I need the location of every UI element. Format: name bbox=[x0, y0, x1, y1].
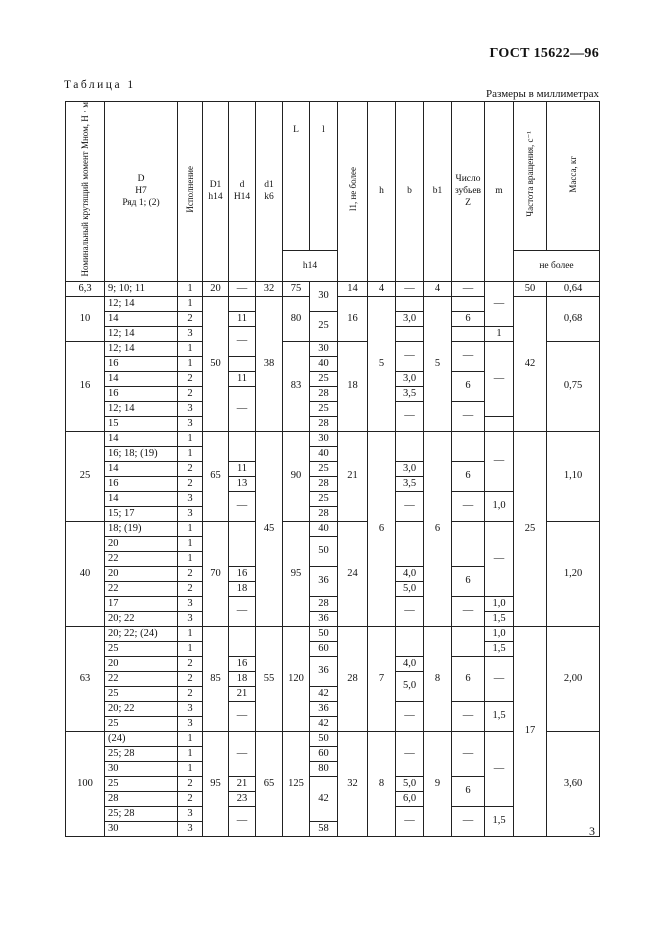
cell-L: 75 bbox=[283, 281, 310, 296]
cell-d bbox=[229, 521, 256, 566]
cell-l1: 16 bbox=[338, 296, 368, 341]
cell-D1: 85 bbox=[203, 626, 229, 731]
cell-D: 25 bbox=[105, 641, 178, 656]
cell-m: 1,0 bbox=[485, 491, 514, 521]
cell-m: 1,0 bbox=[485, 596, 514, 611]
cell-l: 60 bbox=[310, 746, 338, 761]
cell-D: 28 bbox=[105, 791, 178, 806]
col-b: b bbox=[396, 102, 424, 282]
col-d1: d1 k6 bbox=[256, 102, 283, 282]
cell-b: — bbox=[396, 281, 424, 296]
cell-isp: 2 bbox=[178, 656, 203, 671]
cell-d: — bbox=[229, 326, 256, 356]
col-isp: Исполнение bbox=[178, 102, 203, 282]
table-label: Таблица 1 bbox=[64, 79, 136, 91]
cell-l: 42 bbox=[310, 686, 338, 701]
cell-m bbox=[485, 416, 514, 431]
cell-b: — bbox=[396, 341, 424, 371]
cell-D: 20 bbox=[105, 536, 178, 551]
col-b1: b1 bbox=[424, 102, 452, 282]
cell-isp: 3 bbox=[178, 821, 203, 836]
cell-isp: 1 bbox=[178, 341, 203, 356]
cell-m: — bbox=[485, 731, 514, 806]
cell-m: 1,5 bbox=[485, 806, 514, 836]
cell-b bbox=[396, 521, 424, 566]
cell-D: 14 bbox=[105, 461, 178, 476]
cell-D: 12; 14 bbox=[105, 296, 178, 311]
cell-b1: 9 bbox=[424, 731, 452, 836]
col-mnom: Номинальный крутящий момент Mном, Н · м bbox=[66, 102, 105, 282]
cell-d: 23 bbox=[229, 791, 256, 806]
cell-isp: 3 bbox=[178, 806, 203, 821]
cell-l: 40 bbox=[310, 521, 338, 536]
cell-z: — bbox=[452, 701, 485, 731]
cell-z: — bbox=[452, 281, 485, 296]
cell-mass: 0,75 bbox=[547, 341, 600, 431]
cell-mass: 1,10 bbox=[547, 431, 600, 521]
cell-h: 8 bbox=[368, 731, 396, 836]
cell-z: — bbox=[452, 491, 485, 521]
cell-mass: 1,20 bbox=[547, 521, 600, 626]
cell-D: 17 bbox=[105, 596, 178, 611]
cell-l: 42 bbox=[310, 776, 338, 821]
cell-isp: 2 bbox=[178, 476, 203, 491]
col-m: m bbox=[485, 102, 514, 282]
cell-b bbox=[396, 326, 424, 341]
cell-m: 1,5 bbox=[485, 701, 514, 731]
cell-l: 28 bbox=[310, 596, 338, 611]
cell-D1: 20 bbox=[203, 281, 229, 296]
cell-m: 1,5 bbox=[485, 611, 514, 626]
cell-mass: 0,64 bbox=[547, 281, 600, 296]
cell-isp: 1 bbox=[178, 731, 203, 746]
cell-mnom: 100 bbox=[66, 731, 105, 836]
cell-L: 83 bbox=[283, 341, 310, 431]
cell-D: 12; 14 bbox=[105, 401, 178, 416]
cell-d: — bbox=[229, 281, 256, 296]
cell-b: — bbox=[396, 596, 424, 626]
cell-b bbox=[396, 431, 424, 461]
col-h: h bbox=[368, 102, 396, 282]
cell-D: 22 bbox=[105, 581, 178, 596]
cell-m: — bbox=[485, 341, 514, 416]
col-l1: l1, не более bbox=[338, 102, 368, 282]
cell-D: 16; 18; (19) bbox=[105, 446, 178, 461]
cell-l1: 28 bbox=[338, 626, 368, 731]
cell-l1: 21 bbox=[338, 431, 368, 521]
cell-m: 1,0 bbox=[485, 626, 514, 641]
cell-l1: 32 bbox=[338, 731, 368, 836]
cell-l: 40 bbox=[310, 446, 338, 461]
col-d: d H14 bbox=[229, 102, 256, 282]
cell-d1: 65 bbox=[256, 731, 283, 836]
cell-l: 25 bbox=[310, 491, 338, 506]
cell-d: 18 bbox=[229, 671, 256, 686]
dimensions-table bbox=[65, 101, 600, 837]
cell-D1: 70 bbox=[203, 521, 229, 626]
cell-d1: 45 bbox=[256, 431, 283, 626]
cell-D1: 50 bbox=[203, 296, 229, 431]
cell-mass: 2,00 bbox=[547, 626, 600, 731]
cell-D1: 95 bbox=[203, 731, 229, 836]
cell-l: 60 bbox=[310, 641, 338, 656]
cell-z: — bbox=[452, 401, 485, 431]
cell-D: 25; 28 bbox=[105, 746, 178, 761]
cell-D: 25 bbox=[105, 686, 178, 701]
cell-l: 58 bbox=[310, 821, 338, 836]
cell-isp: 2 bbox=[178, 386, 203, 401]
cell-D: 15 bbox=[105, 416, 178, 431]
cell-d: 21 bbox=[229, 686, 256, 701]
cell-b bbox=[396, 626, 424, 656]
cell-d1: 32 bbox=[256, 281, 283, 296]
cell-d bbox=[229, 626, 256, 656]
table-row bbox=[66, 431, 600, 446]
cell-d bbox=[229, 356, 256, 371]
cell-d: — bbox=[229, 731, 256, 776]
cell-z bbox=[452, 431, 485, 461]
cell-l: 36 bbox=[310, 701, 338, 716]
cell-l: 30 bbox=[310, 341, 338, 356]
cell-d bbox=[229, 431, 256, 461]
cell-D: 14 bbox=[105, 371, 178, 386]
cell-freq: 25 bbox=[514, 431, 547, 626]
cell-l: 42 bbox=[310, 716, 338, 731]
cell-b: 5,0 bbox=[396, 581, 424, 596]
cell-isp: 2 bbox=[178, 461, 203, 476]
cell-b: — bbox=[396, 806, 424, 836]
cell-D: 30 bbox=[105, 761, 178, 776]
cell-D: 9; 10; 11 bbox=[105, 281, 178, 296]
cell-isp: 2 bbox=[178, 776, 203, 791]
cell-b: 3,5 bbox=[396, 386, 424, 401]
cell-m: — bbox=[485, 281, 514, 326]
cell-b: — bbox=[396, 491, 424, 521]
cell-z bbox=[452, 521, 485, 566]
cell-L: 90 bbox=[283, 431, 310, 521]
col-z: Число зубьев Z bbox=[452, 102, 485, 282]
cell-l: 36 bbox=[310, 611, 338, 626]
cell-m: — bbox=[485, 656, 514, 701]
cell-h: 7 bbox=[368, 626, 396, 731]
cell-L: 95 bbox=[283, 521, 310, 626]
cell-mnom: 63 bbox=[66, 626, 105, 731]
cell-z: 6 bbox=[452, 311, 485, 326]
cell-z bbox=[452, 626, 485, 656]
cell-d: 18 bbox=[229, 581, 256, 596]
cell-b: 3,0 bbox=[396, 311, 424, 326]
cell-l: 25 bbox=[310, 461, 338, 476]
cell-d: — bbox=[229, 596, 256, 626]
cell-l: 28 bbox=[310, 476, 338, 491]
cell-isp: 3 bbox=[178, 611, 203, 626]
cell-z: 6 bbox=[452, 566, 485, 596]
cell-D: 16 bbox=[105, 386, 178, 401]
cell-l: 36 bbox=[310, 656, 338, 686]
cell-l: 40 bbox=[310, 356, 338, 371]
col-D: D H7 Ряд 1; (2) bbox=[105, 102, 178, 282]
cell-l: 25 bbox=[310, 401, 338, 416]
cell-d: 11 bbox=[229, 371, 256, 386]
cell-l1: 18 bbox=[338, 341, 368, 431]
cell-isp: 1 bbox=[178, 536, 203, 551]
cell-d: — bbox=[229, 701, 256, 731]
cell-isp: 1 bbox=[178, 641, 203, 656]
cell-isp: 1 bbox=[178, 761, 203, 776]
col-h14: h14 bbox=[283, 250, 338, 281]
cell-d: 21 bbox=[229, 776, 256, 791]
page-number: 3 bbox=[589, 824, 595, 838]
cell-l: 30 bbox=[310, 281, 338, 311]
cell-D: 30 bbox=[105, 821, 178, 836]
cell-l: 25 bbox=[310, 371, 338, 386]
cell-d: 16 bbox=[229, 566, 256, 581]
cell-b: 3,0 bbox=[396, 371, 424, 386]
cell-isp: 2 bbox=[178, 671, 203, 686]
cell-D: (24) bbox=[105, 731, 178, 746]
cell-D: 18; (19) bbox=[105, 521, 178, 536]
cell-b1: 4 bbox=[424, 281, 452, 296]
cell-mnom: 40 bbox=[66, 521, 105, 626]
cell-isp: 3 bbox=[178, 701, 203, 716]
cell-D: 20; 22 bbox=[105, 701, 178, 716]
cell-l: 30 bbox=[310, 431, 338, 446]
cell-z: 6 bbox=[452, 461, 485, 491]
cell-m: — bbox=[485, 521, 514, 596]
cell-D: 20; 22 bbox=[105, 611, 178, 626]
cell-z bbox=[452, 296, 485, 311]
cell-m: — bbox=[485, 431, 514, 491]
cell-isp: 1 bbox=[178, 356, 203, 371]
cell-D: 25 bbox=[105, 716, 178, 731]
cell-l: 80 bbox=[310, 761, 338, 776]
cell-b: 4,0 bbox=[396, 566, 424, 581]
cell-isp: 3 bbox=[178, 506, 203, 521]
cell-D: 12; 14 bbox=[105, 326, 178, 341]
cell-l: 28 bbox=[310, 386, 338, 401]
col-ne-bolee: не более bbox=[514, 250, 600, 281]
col-l: l bbox=[310, 102, 338, 251]
cell-b1: 6 bbox=[424, 431, 452, 626]
cell-D: 14 bbox=[105, 491, 178, 506]
cell-z: 6 bbox=[452, 656, 485, 701]
cell-m: 1,5 bbox=[485, 641, 514, 656]
cell-d bbox=[229, 296, 256, 311]
table-row bbox=[66, 281, 600, 296]
cell-mass: 3,60 bbox=[547, 731, 600, 836]
cell-isp: 2 bbox=[178, 686, 203, 701]
cell-isp: 3 bbox=[178, 416, 203, 431]
cell-mnom: 16 bbox=[66, 341, 105, 431]
cell-isp: 2 bbox=[178, 371, 203, 386]
cell-D: 16 bbox=[105, 476, 178, 491]
cell-l: 36 bbox=[310, 566, 338, 596]
cell-L: 120 bbox=[283, 626, 310, 731]
cell-D1: 65 bbox=[203, 431, 229, 521]
cell-b: 6,0 bbox=[396, 791, 424, 806]
cell-D: 25 bbox=[105, 776, 178, 791]
cell-d: 16 bbox=[229, 656, 256, 671]
cell-l: 28 bbox=[310, 416, 338, 431]
cell-isp: 1 bbox=[178, 431, 203, 446]
cell-b1: 5 bbox=[424, 296, 452, 431]
col-mass: Масса, кг bbox=[547, 102, 600, 251]
cell-mnom: 10 bbox=[66, 296, 105, 341]
cell-d: — bbox=[229, 806, 256, 836]
cell-h: 4 bbox=[368, 281, 396, 296]
col-L: L bbox=[283, 102, 310, 251]
cell-L: 125 bbox=[283, 731, 310, 836]
cell-d1: 38 bbox=[256, 296, 283, 431]
cell-L: 80 bbox=[283, 296, 310, 341]
cell-z: — bbox=[452, 596, 485, 626]
cell-b: 5,0 bbox=[396, 671, 424, 701]
cell-isp: 1 bbox=[178, 746, 203, 761]
cell-D: 15; 17 bbox=[105, 506, 178, 521]
cell-isp: 3 bbox=[178, 491, 203, 506]
cell-m: 1 bbox=[485, 326, 514, 341]
cell-b1: 8 bbox=[424, 626, 452, 731]
cell-d: — bbox=[229, 491, 256, 521]
cell-b: 4,0 bbox=[396, 656, 424, 671]
cell-b bbox=[396, 296, 424, 311]
cell-isp: 2 bbox=[178, 311, 203, 326]
cell-z: — bbox=[452, 806, 485, 836]
col-freq: Частота вращения, с⁻¹ bbox=[514, 102, 547, 251]
cell-isp: 2 bbox=[178, 566, 203, 581]
cell-mass: 0,68 bbox=[547, 296, 600, 341]
cell-z: 6 bbox=[452, 776, 485, 806]
cell-b: 3,5 bbox=[396, 476, 424, 491]
cell-b: 3,0 bbox=[396, 461, 424, 476]
cell-isp: 1 bbox=[178, 281, 203, 296]
cell-D: 16 bbox=[105, 356, 178, 371]
cell-d1: 55 bbox=[256, 626, 283, 731]
cell-isp: 1 bbox=[178, 521, 203, 536]
cell-z: 6 bbox=[452, 371, 485, 401]
cell-D: 22 bbox=[105, 671, 178, 686]
header-row bbox=[66, 102, 600, 251]
cell-z: — bbox=[452, 341, 485, 371]
cell-mnom: 25 bbox=[66, 431, 105, 521]
units-note: Размеры в миллиметрах bbox=[486, 88, 599, 100]
cell-freq: 42 bbox=[514, 296, 547, 431]
cell-D: 20 bbox=[105, 566, 178, 581]
cell-d: 13 bbox=[229, 476, 256, 491]
cell-D: 20; 22; (24) bbox=[105, 626, 178, 641]
cell-z: — bbox=[452, 731, 485, 776]
cell-d: 11 bbox=[229, 461, 256, 476]
cell-freq: 50 bbox=[514, 281, 547, 296]
cell-b: — bbox=[396, 401, 424, 431]
cell-l: 50 bbox=[310, 731, 338, 746]
cell-d: 11 bbox=[229, 311, 256, 326]
cell-z bbox=[452, 326, 485, 341]
cell-l1: 24 bbox=[338, 521, 368, 626]
cell-mnom: 6,3 bbox=[66, 281, 105, 296]
cell-l: 50 bbox=[310, 536, 338, 566]
cell-b: 5,0 bbox=[396, 776, 424, 791]
cell-freq: 17 bbox=[514, 626, 547, 836]
cell-b: — bbox=[396, 731, 424, 776]
cell-l: 25 bbox=[310, 311, 338, 341]
cell-isp: 3 bbox=[178, 596, 203, 611]
cell-l: 28 bbox=[310, 506, 338, 521]
cell-D: 14 bbox=[105, 431, 178, 446]
cell-D: 20 bbox=[105, 656, 178, 671]
cell-isp: 3 bbox=[178, 716, 203, 731]
cell-isp: 1 bbox=[178, 551, 203, 566]
cell-b: — bbox=[396, 701, 424, 731]
cell-isp: 1 bbox=[178, 296, 203, 311]
standard-number: ГОСТ 15622—96 bbox=[489, 46, 599, 61]
cell-isp: 1 bbox=[178, 446, 203, 461]
col-D1: D1 h14 bbox=[203, 102, 229, 282]
cell-l1: 14 bbox=[338, 281, 368, 296]
table-row bbox=[66, 626, 600, 641]
cell-isp: 2 bbox=[178, 791, 203, 806]
cell-l: 50 bbox=[310, 626, 338, 641]
cell-d: — bbox=[229, 386, 256, 431]
cell-h: 5 bbox=[368, 296, 396, 431]
cell-h: 6 bbox=[368, 431, 396, 626]
cell-D: 25; 28 bbox=[105, 806, 178, 821]
cell-isp: 1 bbox=[178, 626, 203, 641]
cell-D: 12; 14 bbox=[105, 341, 178, 356]
cell-D: 22 bbox=[105, 551, 178, 566]
cell-isp: 3 bbox=[178, 401, 203, 416]
cell-D: 14 bbox=[105, 311, 178, 326]
cell-isp: 3 bbox=[178, 326, 203, 341]
cell-isp: 2 bbox=[178, 581, 203, 596]
